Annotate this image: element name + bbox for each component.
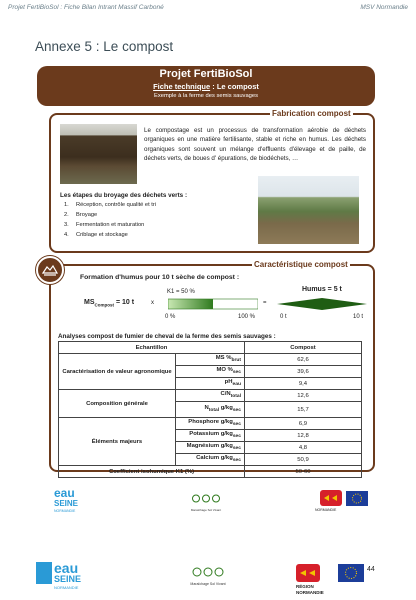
banner-title: Projet FertiBioSol	[159, 68, 253, 80]
banner-subtitle-rest: : Le compost	[210, 82, 259, 91]
param-sub: sec	[232, 446, 241, 452]
param-sub: sec	[232, 422, 241, 428]
compost-cycle-icon	[36, 256, 64, 284]
project-banner	[37, 66, 375, 106]
step-number: 1.	[64, 202, 69, 208]
param-cell	[176, 354, 245, 366]
ms-sub: Compost	[94, 302, 114, 308]
param-name: MO %	[216, 367, 233, 374]
step-text: Réception, contrôle qualité et tri	[76, 202, 156, 208]
caracteristique-label: Caractéristique compost	[254, 260, 348, 269]
param-sub: sec	[232, 434, 241, 440]
param-sub: total	[208, 408, 220, 414]
formation-humus-title: Formation d'humus pour 10 t sèche de compost :	[80, 274, 240, 281]
region-normandie-logo-footer	[296, 564, 320, 582]
eau-logo-text: eau	[54, 486, 75, 500]
param-name: Magnésium g/kg	[186, 443, 233, 450]
param-name: MS %	[215, 355, 232, 362]
param-cell	[176, 442, 245, 454]
eu-flag-footer	[338, 564, 364, 582]
step-item	[64, 232, 128, 238]
eau-seine-normandie-logo-footer	[36, 562, 96, 596]
humus-max-label: 10 t	[353, 314, 364, 320]
param-name: Calcium g/kg	[196, 455, 233, 462]
ms-compost-label	[84, 299, 134, 307]
analyses-table	[58, 341, 362, 478]
value-cell: 12,8	[245, 430, 362, 442]
param-sub: sec	[232, 458, 241, 464]
fabrication-label: Fabrication compost	[272, 109, 351, 118]
ms-eq: = 10 t	[115, 299, 135, 306]
normandie-logo-text: NORMANDIE	[296, 590, 324, 595]
param-cell	[176, 366, 245, 378]
param-name: C/N	[220, 391, 231, 398]
seine-logo-text: SEINE	[54, 499, 79, 508]
param-cell	[176, 402, 245, 418]
eau-seine-normandie-logo	[54, 488, 102, 518]
humus-label: Humus = 5 t	[302, 286, 342, 293]
normandie-small-text: NORMANDIE	[54, 585, 79, 590]
normandie-logo-text: NORMANDIE	[315, 508, 337, 512]
table-row	[59, 390, 362, 402]
param-sub: sec	[232, 370, 241, 376]
param-cell	[176, 418, 245, 430]
param-name: Potassium g/kg	[189, 431, 233, 438]
step-text: Broyage	[76, 212, 98, 218]
page-number: 44	[367, 566, 375, 573]
annexe-title: Annexe 5 : Le compost	[35, 39, 174, 54]
composting-site-photo	[258, 176, 359, 244]
value-cell: 4,8	[245, 442, 362, 454]
value-cell: 62,6	[245, 354, 362, 366]
banner-subtitle	[37, 82, 375, 91]
k1-label: K1 = 50 %	[167, 289, 195, 295]
seine-logo-text: SEINE	[54, 574, 82, 584]
table-row	[59, 354, 362, 366]
humus-min-label: 0 t	[280, 314, 287, 320]
k1-max-label: 100 %	[238, 314, 256, 320]
normandie-small-text: NORMANDIE	[54, 509, 76, 513]
param-name: pH	[224, 379, 233, 386]
table-header-row	[59, 342, 362, 354]
times-sign: x	[151, 300, 154, 306]
group-label: Composition générale	[59, 390, 176, 418]
param-cell	[176, 390, 245, 402]
k1-row-value: 50-60	[245, 466, 362, 478]
table-row	[59, 466, 362, 478]
step-text: Fermentation et maturation	[76, 222, 145, 228]
humus-gauge-diamond	[277, 298, 367, 310]
header-right-text: MSV Normandie	[360, 4, 408, 11]
group-label: Éléments majeurs	[59, 418, 176, 466]
analyses-title: Analyses compost de fumier de cheval de la ferme des semis sauvages :	[58, 333, 276, 340]
param-sub: total	[230, 394, 241, 400]
step-text: Criblage et stockage	[76, 232, 128, 238]
banner-example: Exemple à la ferme des semis sauvages	[153, 93, 259, 99]
value-cell: 39,6	[245, 366, 362, 378]
param-sub: eau	[232, 382, 241, 388]
msv-logo-text: Maraîchage Sol Vivant	[190, 582, 226, 586]
param-name-after: g/kg	[219, 405, 233, 412]
humus-gauge	[277, 297, 367, 311]
eu-flag	[346, 491, 368, 506]
fabrication-paragraph: Le compostage est un processus de transformation aérobie de déchets organiques en une matière fertilisante, stable et riche en humus. Les déchets organiques sont souvent un mélange d'effluents d'élevage et de paille, de déchets verts, de boues d' épurations, de biodéchets, …	[144, 127, 366, 163]
param-sub: sec	[232, 408, 241, 414]
column-header-compost: Compost	[245, 342, 362, 354]
param-cell	[176, 430, 245, 442]
param-cell	[176, 378, 245, 390]
compost-pile-photo	[60, 124, 137, 184]
k1-min-label: 0 %	[165, 314, 176, 320]
k1-row-label: Coefficient isohumique K1 (%)	[59, 466, 245, 478]
step-number: 2.	[64, 212, 69, 218]
table-row	[59, 418, 362, 430]
msv-logo-footer	[186, 564, 230, 592]
param-cell	[176, 454, 245, 466]
value-cell: 9,4	[245, 378, 362, 390]
value-cell: 12,6	[245, 390, 362, 402]
column-header-echantillon: Echantillon	[59, 342, 245, 354]
value-cell: 15,7	[245, 402, 362, 418]
param-sub: brut	[231, 358, 241, 364]
msv-logo	[186, 490, 226, 512]
param-name: N	[204, 405, 209, 412]
region-normandie-logo	[320, 490, 342, 506]
eau-logo-text: eau	[54, 560, 79, 576]
steps-title: Les étapes du broyage des déchets verts :	[60, 192, 188, 199]
step-item	[64, 202, 156, 208]
value-cell: 50,9	[245, 454, 362, 466]
step-number: 4.	[64, 232, 69, 238]
ms-main: MS	[84, 299, 95, 306]
header-left-text: Projet FertiBioSol : Fiche Bilan Intrant Massif Carboné	[8, 4, 164, 11]
region-logo-text: RÉGION	[296, 584, 314, 589]
k1-gauge	[168, 297, 258, 311]
step-number: 3.	[64, 222, 69, 228]
group-label: Caractérisation de valeur agronomique	[59, 354, 176, 390]
value-cell: 6,9	[245, 418, 362, 430]
step-item	[64, 222, 144, 228]
equals-sign: =	[263, 300, 267, 306]
msv-logo-text: Maraîchage Sol Vivant	[190, 508, 222, 512]
banner-subtitle-underlined: Fiche technique	[153, 82, 211, 91]
step-item	[64, 212, 97, 218]
k1-gauge-fill	[168, 299, 213, 309]
param-name: Phosphore g/kg	[188, 419, 233, 426]
